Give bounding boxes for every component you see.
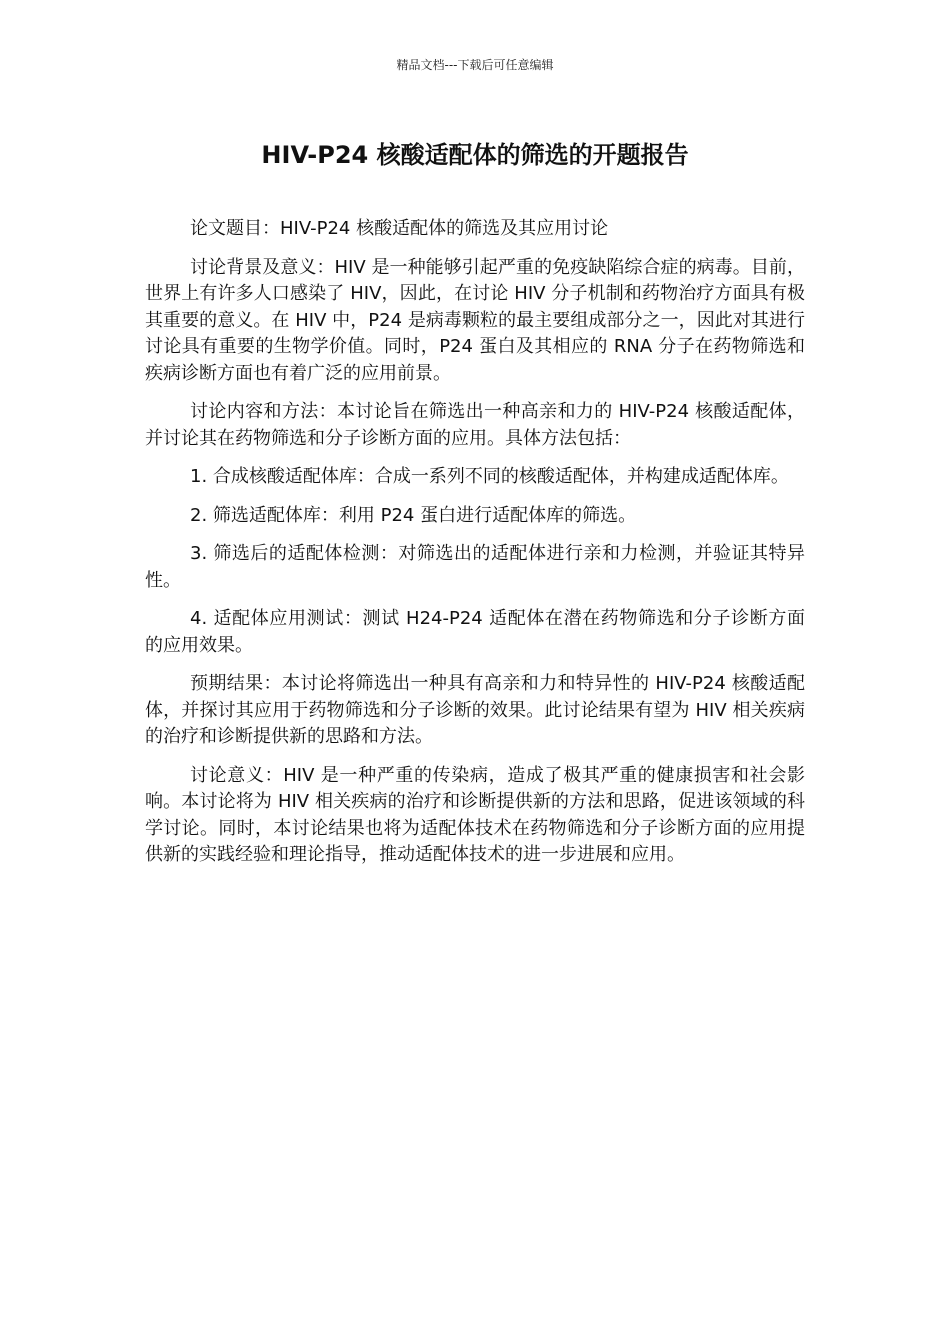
document-body xyxy=(145,216,805,881)
paragraph-expected-results: 预期结果：本讨论将筛选出一种具有高亲和力和特异性的 HIV-P24 核酸适配体，并探讨其应用于药物筛选和分子诊断的效果。此讨论结果有望为 HIV 相关疾病的治疗和诊断提供新的思路和方法。 xyxy=(145,673,805,747)
paragraph-method-2: 2. 筛选适配体库：利用 P24 蛋白进行适配体库的筛选。 xyxy=(190,504,637,526)
paragraph-thesis-topic: 论文题目：HIV-P24 核酸适配体的筛选及其应用讨论 xyxy=(190,218,609,239)
paragraph-background: 讨论背景及意义：HIV 是一种能够引起严重的免疫缺陷综合症的病毒。目前，世界上有许多人口感染了 HIV，因此，在讨论 HIV 分子机制和药物治疗方面具有极其重要的意义。在 HIV 中，P24 是病毒颗粒的最主要组成部分之一，因此对其进行讨论具有重要的生物学价值。同时，P24 蛋白及其相应的 RNA 分子在药物筛选和疾病诊断方面也有着广泛的应用前景。 xyxy=(145,256,805,384)
document-title: HIV-P24 核酸适配体的筛选的开题报告 xyxy=(261,141,689,169)
paragraph-method-4: 4. 适配体应用测试：测试 H24-P24 适配体在潜在药物筛选和分子诊断方面的应用效果。 xyxy=(145,608,805,656)
paragraph-method-3: 3. 筛选后的适配体检测：对筛选出的适配体进行亲和力检测，并验证其特异性。 xyxy=(145,543,805,591)
page-header: 精品文档---下载后可任意编辑 xyxy=(396,58,554,72)
paragraph-method-1: 1. 合成核酸适配体库：合成一系列不同的核酸适配体，并构建成适配体库。 xyxy=(190,466,789,487)
paragraph-significance: 讨论意义：HIV 是一种严重的传染病，造成了极其严重的健康损害和社会影响。本讨论将为 HIV 相关疾病的治疗和诊断提供新的方法和思路，促进该领域的科学讨论。同时，本讨论结果也将为适配体技术在药物筛选和分子诊断方面的应用提供新的实践经验和理论指导，推动适配体技术的进一步进展和应用。 xyxy=(145,764,805,865)
paragraph-content-methods: 讨论内容和方法：本讨论旨在筛选出一种高亲和力的 HIV-P24 核酸适配体，并讨论其在药物筛选和分子诊断方面的应用。具体方法包括： xyxy=(145,401,805,449)
